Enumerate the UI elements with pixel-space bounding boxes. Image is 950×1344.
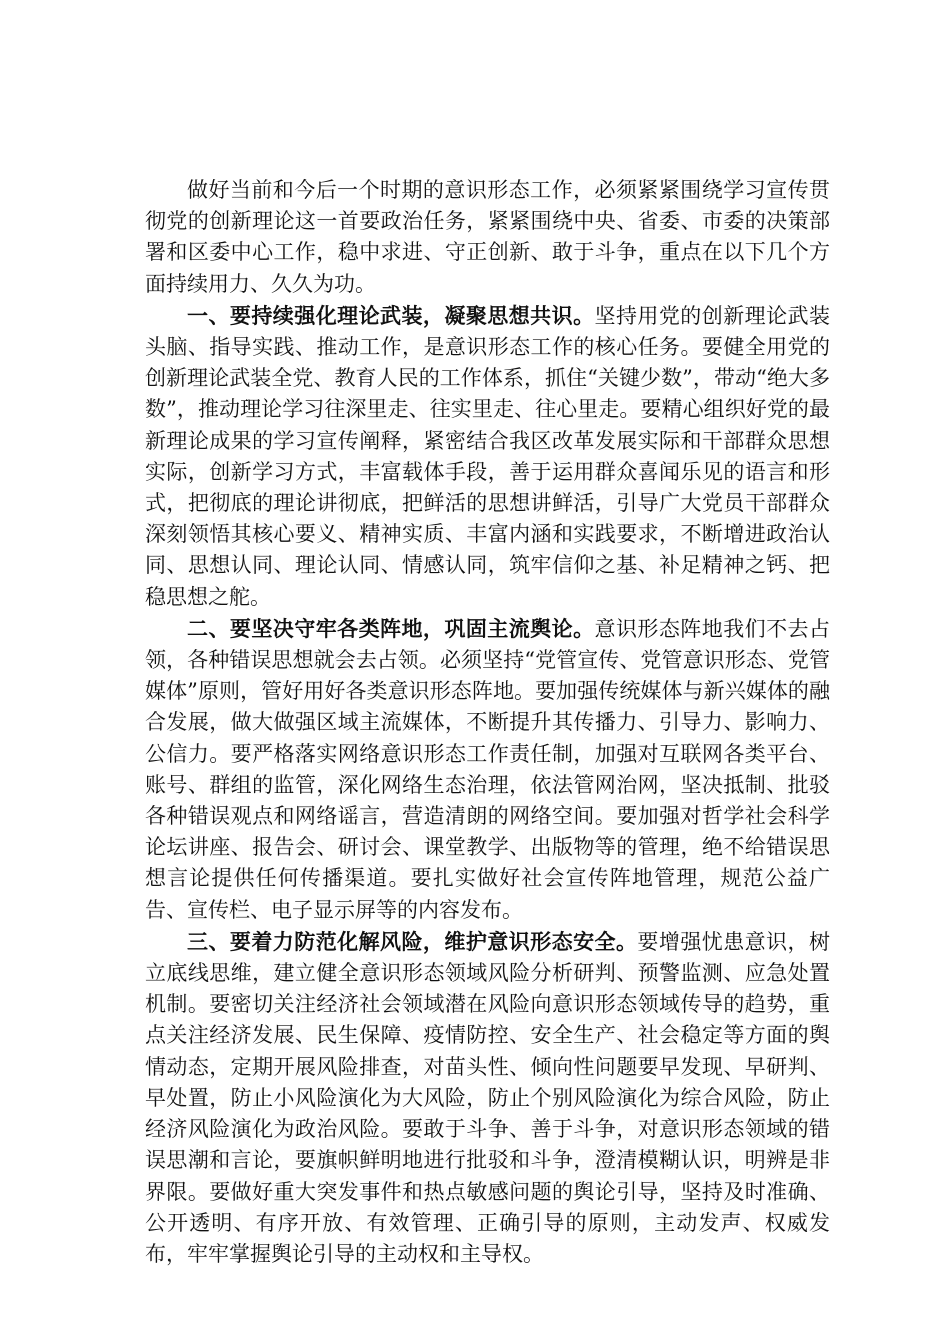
paragraph-text: 做好当前和今后一个时期的意识形态工作，必须紧紧围绕学习宣传贯彻党的创新理论这一首要政治任务，紧紧围绕中央、省委、市委的决策部署和区委中心工作，稳中求进、守正创新、敢于斗争，重点在以下几个方面持续用力、久久为功。 — [145, 178, 830, 296]
paragraph-text: 坚持用党的创新理论武装头脑、指导实践、推动工作，是意识形态工作的核心任务。要健全用党的创新理论武装全党、教育人民的工作体系，抓住“关键少数”，带动“绝大多数”，推动理论学习往深里走、往实里走、往心里走。要精心组织好党的最新理论成果的学习宣传阐释，紧密结合我区改革发展实际和干部群众思想实际，创新学习方式，丰富载体手段，善于运用群众喜闻乐见的语言和形式，把彻底的理论讲彻底，把鲜活的思想讲鲜活，引导广大党员干部群众深刻领悟其核心要义、精神实质、丰富内涵和实践要求，不断增进政治认同、思想认同、理论认同、情感认同，筑牢信仰之基、补足精神之钙、把稳思想之舵。 — [145, 303, 830, 609]
section-paragraph-positions — [145, 613, 830, 926]
document-body — [145, 174, 830, 1270]
paragraph-text: 意识形态阵地我们不去占领，各种错误思想就会去占领。必须坚持“党管宣传、党管意识形态、党管媒体”原则，管好用好各类意识形态阵地。要加强传统媒体与新兴媒体的融合发展，做大做强区域主流媒体，不断提升其传播力、引导力、影响力、公信力。要严格落实网络意识形态工作责任制，加强对互联网各类平台、账号、群组的监管，深化网络生态治理，依法管网治网，坚决抵制、批驳各种错误观点和网络谣言，营造清朗的网络空间。要加强对哲学社会科学论坛讲座、报告会、研讨会、课堂教学、出版物等的管理，绝不给错误思想言论提供任何传播渠道。要扎实做好社会宣传阵地管理，规范公益广告、宣传栏、电子显示屏等的内容发布。 — [145, 616, 830, 922]
section-paragraph-risk — [145, 926, 830, 1270]
paragraph-heading: 三、要着力防范化解风险，维护意识形态安全。 — [187, 928, 638, 954]
intro-paragraph — [145, 174, 830, 300]
section-paragraph-theory — [145, 300, 830, 613]
paragraph-text: 要增强忧患意识，树立底线思维，建立健全意识形态领域风险分析研判、预警监测、应急处置机制。要密切关注经济社会领域潜在风险向意识形态领域传导的趋势，重点关注经济发展、民生保障、疫情防控、安全生产、社会稳定等方面的舆情动态，定期开展风险排查，对苗头性、倾向性问题要早发现、早研判、早处置，防止小风险演化为大风险，防止个别风险演化为综合风险，防止经济风险演化为政治风险。要敢于斗争、善于斗争，对意识形态领域的错误思潮和言论，要旗帜鲜明地进行批驳和斗争，澄清模糊认识，明辨是非界限。要做好重大突发事件和热点敏感问题的舆论引导，坚持及时准确、公开透明、有序开放、有效管理、正确引导的原则，主动发声、权威发布，牢牢掌握舆论引导的主动权和主导权。 — [145, 929, 831, 1266]
paragraph-heading: 一、要持续强化理论武装，凝聚思想共识。 — [187, 302, 595, 328]
paragraph-heading: 二、要坚决守牢各类阵地，巩固主流舆论。 — [187, 615, 595, 641]
